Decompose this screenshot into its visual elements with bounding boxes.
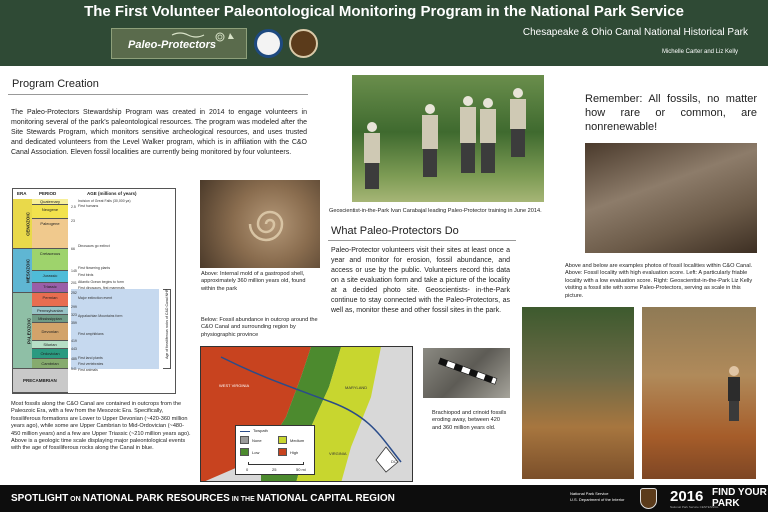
period-neogene: Neogene <box>32 205 68 219</box>
event-label: Incision of Great Falls (30,000 ya) <box>78 199 131 203</box>
event-label: First birds <box>78 273 94 277</box>
age-label: 201 <box>71 281 77 285</box>
age-label: 66 <box>71 247 75 251</box>
spotlight-banner: SPOTLIGHT ON NATIONAL PARK RESOURCES IN THE NATIONAL CAPITAL REGION <box>11 493 395 504</box>
legend-swatch-none <box>240 436 249 444</box>
age-label: 299 <box>71 305 77 309</box>
nps-line-1: National Park Service <box>570 491 609 496</box>
map-legend <box>235 425 315 475</box>
timescale-header-age: AGE (millions of years) <box>87 191 137 196</box>
paleo-protectors-logo <box>111 28 247 59</box>
fossil-age-bracket-label: Age of fossiliferous rocks of C&O Canal NHP <box>165 289 169 359</box>
legend-low: Low <box>252 450 260 455</box>
period-pennsylvanian: Pennsylvanian <box>32 307 68 315</box>
timescale-caption: Most fossils along the C&O Canal are contained in outcrops from the Paleozoic Era, with a few from the Mesozoic Era. Specifically, fossiliferous formations are Lower to Upper Devonian (~420-360 million years ago), while some are Upper Cambrian to Mid-Ordovician (~480-450 million years) and a few are Upper Triassic (~210 million years ago). Above is a geologic time scale displaying major paleontological events with the age of fossiliferous rocks along the Canal in blue. <box>11 401 191 452</box>
period-mississippian: Mississippian <box>32 315 68 323</box>
age-label: 419 <box>71 339 77 343</box>
event-label: Dinosaurs go extinct <box>78 244 110 248</box>
training-photo <box>352 75 544 202</box>
event-label: First animals <box>78 368 98 372</box>
scale-bar <box>248 462 304 465</box>
timescale-header-era: ERA <box>17 191 27 196</box>
period-triassic: Triassic <box>32 283 68 293</box>
era-cenozoic: CENOZOIC <box>13 199 32 249</box>
legend-medium: Medium <box>290 438 305 443</box>
geologic-timescale <box>12 188 176 394</box>
divider <box>328 240 516 241</box>
what-they-do-text: Paleo-Protector volunteers visit their sites at least once a year and monitor for erosion, fossil abundance, and access or use by the public. Volunteers record this data on a site evaluation form and take a picture of the locality at a decided photo site. Geoscientists- in-the-Park continue to stay connected with the Paleo-Protectors, as well as, monitor these and other fossil sites in the park. <box>331 247 510 314</box>
map-label-west-virginia: WEST VIRGINIA <box>219 383 250 388</box>
legend-swatch-high <box>278 448 287 456</box>
localities-caption: Above and below are examples photos of fossil localities within C&O Canal. Above: Fossil locality with high evaluation score. Left: A particularly friable locality with a low evaluation score. Right: Geoscientist-in-the-Park Liz Kelly visiting a fossil site with some Paleo-Protectors, serving as scale in this picture. <box>565 263 753 299</box>
event-label: First land plants <box>78 356 103 360</box>
age-label: 2.5 <box>71 205 76 209</box>
age-label: 443 <box>71 347 77 351</box>
find-your-park-logo: FIND YOUR PARK <box>712 487 767 509</box>
legend-high: High <box>290 450 299 455</box>
brachiopod-caption: Brachiopod and crinoid fossils eroding away, between 420 and 360 million years old. <box>432 410 507 431</box>
event-label: Atlantic Ocean begins to form <box>78 280 124 284</box>
logo-text: Paleo-Protectors <box>128 39 217 51</box>
authors: Michelle Carter and Liz Kelly <box>661 49 738 55</box>
scale-label-50: 50 mi <box>296 467 306 472</box>
program-creation-text: The Paleo-Protectors Stewardship Program was created in 2014 to engage volunteers in monitoring several of the park's paleontological resources. The program was modeled after the Site Stewards Program, which monitors sensitive archeological resources, and uses trusted and dedicated volunteers from the Level Walker program, which is in affiliation with the C&O Canal Association. Eleven fossil localities are currently being monitored by four volunteers. <box>11 109 307 156</box>
fossil-locality-low-photo <box>522 307 634 479</box>
map-label-dc: DC <box>391 459 397 464</box>
scale-label-0: 0 <box>246 467 249 472</box>
legend-swatch-low <box>240 448 249 456</box>
event-label: First flowering plants <box>78 266 111 270</box>
program-creation-heading: Program Creation <box>12 78 99 90</box>
event-label: Appalachian Mountains form <box>78 314 123 318</box>
event-label: Major extinction event <box>78 296 113 300</box>
what-they-do-heading: What Paleo-Protectors Do <box>331 225 459 237</box>
period-quaternary: Quaternary <box>32 199 68 205</box>
period-ordovician: Ordovician <box>32 349 68 359</box>
volunteer-group-illustration <box>352 75 544 202</box>
gastropod-caption: Above: Internal mold of a gastropod shell, approximately 360 million years old, found within the park <box>201 271 306 292</box>
event-label: First vertebrates <box>78 362 104 366</box>
legend-none: None <box>252 438 262 443</box>
period-silurian: Silurian <box>32 341 68 349</box>
event-label: First amphibians <box>78 332 104 336</box>
gastropod-spiral-icon <box>200 180 320 268</box>
fossil-locality-high-photo <box>585 143 757 253</box>
park-name: Chesapeake & Ohio Canal National Historical Park <box>522 27 748 38</box>
legend-swatch-medium <box>278 436 287 444</box>
poster-title: The First Volunteer Paleontological Monitoring Program in the National Park Service <box>84 3 684 20</box>
event-label: First dinosaurs, first mammals <box>78 286 125 290</box>
scale-bar-icon <box>423 348 510 398</box>
legend-towpath: Towpath <box>253 428 268 433</box>
age-label: 23 <box>71 219 75 223</box>
divider <box>8 94 308 95</box>
age-label: 252 <box>71 291 77 295</box>
gastropod-photo <box>200 180 320 268</box>
event-label: First humans <box>78 204 99 208</box>
nps-line-2: U.S. Department of the Interior <box>570 497 625 502</box>
period-paleogene: Paleogene <box>32 219 68 249</box>
era-paleozoic: PALEOZOIC <box>13 293 32 369</box>
period-permian: Permian <box>32 293 68 307</box>
poster-footer <box>0 485 768 512</box>
era-precambrian: PRECAMBRIAN <box>13 369 68 393</box>
physiographic-caption: Below: Fossil abundance in outcrop around the C&O Canal and surrounding region by physiographic province <box>201 317 318 338</box>
nps-arrowhead-icon <box>640 488 657 509</box>
map-label-virginia: VIRGINIA <box>329 451 347 456</box>
scale-label-25: 25 <box>272 467 277 472</box>
poster-header <box>0 0 768 66</box>
person-scale-illustration <box>642 307 756 479</box>
towpath-line-icon <box>240 431 250 432</box>
period-devonian: Devonian <box>32 323 68 341</box>
era-mesozoic: MESOZOIC <box>13 249 32 293</box>
age-label: 485 <box>71 357 77 361</box>
remember-callout: Remember: All fossils, no matter how rare or common, are nonrenewable! <box>585 93 757 133</box>
age-label: 541 <box>71 367 77 371</box>
period-jurassic: Jurassic <box>32 271 68 283</box>
period-cretaceous: Cretaceous <box>32 249 68 271</box>
period-cambrian: Cambrian <box>32 359 68 369</box>
centennial-logo: 2016 <box>670 488 704 505</box>
training-caption: Geoscientist-in-the-Park Ivan Carabajal leading Paleo-Protector training in June 2014. <box>329 208 542 214</box>
centennial-subtitle: National Park Service CENTENNIAL <box>670 505 719 509</box>
age-label: 359 <box>71 321 77 325</box>
partner-seal-icon <box>254 29 283 58</box>
timescale-header-period: PERIOD <box>39 191 57 196</box>
nps-credit <box>570 491 624 503</box>
map-label-maryland: MARYLAND <box>345 385 368 390</box>
age-label: 323 <box>71 313 77 317</box>
fossil-site-visit-photo <box>642 307 756 479</box>
age-label: 145 <box>71 269 77 273</box>
brachiopod-photo <box>423 348 510 398</box>
nps-arrowhead-icon <box>289 29 318 58</box>
